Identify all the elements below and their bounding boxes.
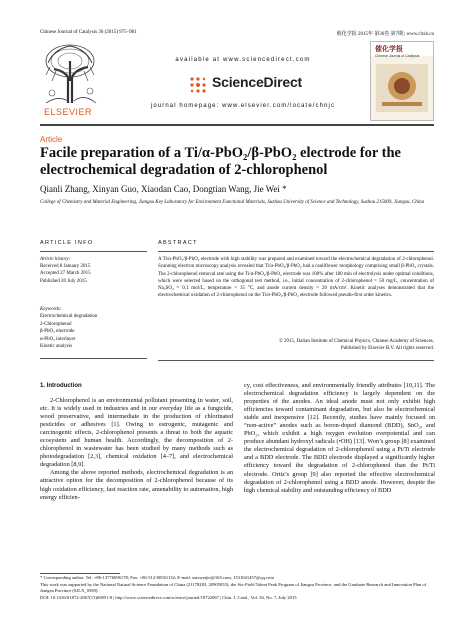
copyright-notice (158, 338, 434, 352)
footnotes (40, 575, 435, 601)
history-accepted: Accepted 27 March 2015 (40, 271, 91, 277)
history-published: Published 20 July 2015 (40, 278, 87, 284)
abstract-text: A Ti/α-PbO₂/β-PbO₂ electrode with high stability was prepared and examined toward the electrochemical degradation of 2-chlorophenol. Scanning electron microscopy analysis revealed that Ti/α-PbO₂/β-PbO₂ had a cauliflower morphology comprising small β-PbO₂ crystals. The 2-chlorophenol removal rate using the Ti/α-PbO₂/β-PbO₂ electrode was 100% after 180 min of electrolysis under optimal conditions, which were selected based on the orthogonal test method, i.e., initial concentration of 2-chlorophenol = 50 mg/L, concentration of Na₂SO₄ = 0.1 mol/L, temperature = 35 °C, and anode current density = 20 mA/cm². Kinetic analyses demonstrated that the electrochemical oxidation of 2-chlorophenol on the Ti/α-PbO₂/β-PbO₂ electrode followed pseudo-first order kinetics. (158, 257, 434, 299)
keywords-label: Keywords: (40, 307, 62, 312)
abstract-heading: ABSTRACT (158, 240, 198, 246)
copyright-line-2: Published by Elsevier B.V. All rights reserved. (340, 346, 434, 351)
keyword-item: β-PbO₂ electrode (40, 329, 75, 335)
article-type-label: Article (40, 135, 63, 144)
journal-cover-thumbnail (370, 41, 434, 121)
footnote-funding: This work was supported by the National Natural Science Foundation of China (21178283, 20905055), the Six-Field Talent Peak Program of Jiangsu Province, and the Graduate Research and Innovation Plan of Jiangsu Province (SJLX_0580). (40, 581, 427, 594)
author-affiliation: College of Chemistry and Material Engineering, Jiangsu Key Laboratory for Environment Functional Materials, Suzhou University of Science and Technology, Suzhou 215009, Jiangsu, China (40, 200, 425, 205)
elsevier-wordmark: ELSEVIER (44, 107, 93, 117)
cover-title-english: Chinese Journal of Catalysis (375, 54, 420, 58)
running-header-left: Chinese Journal of Catalysis 36 (2015) 975–981 (40, 30, 137, 35)
sciencedirect-wordmark: ScienceDirect (212, 74, 303, 90)
sciencedirect-dots-icon (188, 75, 208, 95)
sciencedirect-box (132, 47, 354, 117)
available-at-link[interactable]: available at www.sciencedirect.com (175, 57, 311, 63)
keyword-item: 2-Chlorophenol (40, 321, 72, 327)
elsevier-tree-logo-icon (40, 41, 100, 105)
footnote-doi[interactable]: DOI: 10.1016/S1872-2067(15)60851-8 | http://www.sciencedirect.com/science/journal/18722067 | Chin. J. Catal., Vol. 36, No. 7, July 2015 (40, 594, 297, 600)
banner-divider (40, 124, 434, 126)
article-history (40, 256, 150, 285)
running-header-right: 催化学报 2015年 第36卷 第7期 | www.chxb.cn (336, 32, 434, 37)
info-divider-top (40, 251, 147, 252)
intro-paragraph-1: 2-Chlorophenol is an environmental pollutant presenting in water, soil, etc. It is widely used in industries and in our everyday life as a fungicide, wood preservative, and intermediate in the production of chlorinated pesticides or adhesives [1]. Owing to estrogenic, mutagenic and carcinogenic effects, 2-chlorophenol presents a threat to both the aquatic ecosystem and human health. Accordingly, the decomposition of 2-chlorophenol in wastewater has been studied by many methods such as photodegradation [2,3], chemical oxidation [4–7], and electrochemical degradation [8,9]. (40, 397, 233, 469)
journal-homepage-link[interactable]: journal homepage: www.elsevier.com/locate/chnjc (150, 103, 336, 109)
copyright-line-1: © 2015, Dalian Institute of Chemical Physics, Chinese Academy of Sciences. (278, 339, 434, 344)
keyword-item: Kinetic analysis (40, 344, 73, 350)
keyword-item: Electrochemical degradation (40, 314, 98, 320)
article-title: Facile preparation of a Ti/α-PbO₂/β-PbO₂ electrode for the electrochemical degradation of 2-chlorophenol (40, 145, 401, 178)
body-column-right (244, 382, 435, 495)
footnote-divider (40, 573, 120, 574)
cover-title-chinese: 催化学报 (375, 45, 403, 53)
history-label: Article history: (40, 257, 71, 262)
journal-banner (40, 41, 434, 121)
sciencedirect-logo[interactable] (188, 73, 308, 97)
intro-paragraph-3: cy, cost effectiveness, and environmentally friendly attributes [10,11]. The electrochemical degradation efficiency is largely dependent on the properties of the anodes. An ideal anode must not only exhibit high efficiencies toward contaminant degradation, but also be electrochemical stable and inexpensive [12]. Recently, studies have mainly focused on “non-active” anodes such as boron-doped diamond (BDD), SnO₂, and PbO₂, which exhibit a high oxygen evolution overpotential and can produce abundant hydroxyl radicals (•OH) [13]. Won’s group [8] examined the electrochemical degradation of 2-chlorophenol using a Pt/Ti electrode and a BDD electrode. The BDD electrode displayed a significantly higher efficiency toward the degradation of 2-chlorophenol than the Pt/Ti electrode. Ortiz’s group [9] also reported the effective electrochemical degradation of 2-chlorophenol using a BDD anode. However, despite the high chemical stability and outstanding efficiency of BDD (244, 382, 435, 494)
keyword-item: α-PbO₂ interlayer (40, 336, 76, 342)
cover-artwork-icon (376, 64, 428, 112)
history-received: Received 8 January 2015 (40, 264, 91, 270)
body-column-left (40, 397, 233, 502)
footnote-corresponding-author: * Corresponding author. Tel: +86-13776096178; Fax: +86-512-80561132; E-mail: ustsweijie@163.com, 1531041457@qq.com (40, 575, 274, 580)
author-list: Qianli Zhang, Xinyan Guo, Xiaodan Cao, Dongtian Wang, Jie Wei * (40, 184, 287, 194)
intro-paragraph-2: Among the above reported methods, electrochemical degradation is an attractive option for the decomposition of 2-chlorophenol because of its high oxidation efficiency, fast reaction rate, amenability to automation, high energy efficien- (40, 469, 233, 501)
article-info-heading: ARTICLE INFO (40, 240, 94, 246)
abstract-divider-top (158, 251, 434, 252)
info-divider-bottom (40, 358, 147, 359)
keywords-list (40, 306, 150, 350)
introduction-heading: 1. Introduction (40, 383, 82, 389)
abstract-divider-bottom (158, 360, 434, 361)
